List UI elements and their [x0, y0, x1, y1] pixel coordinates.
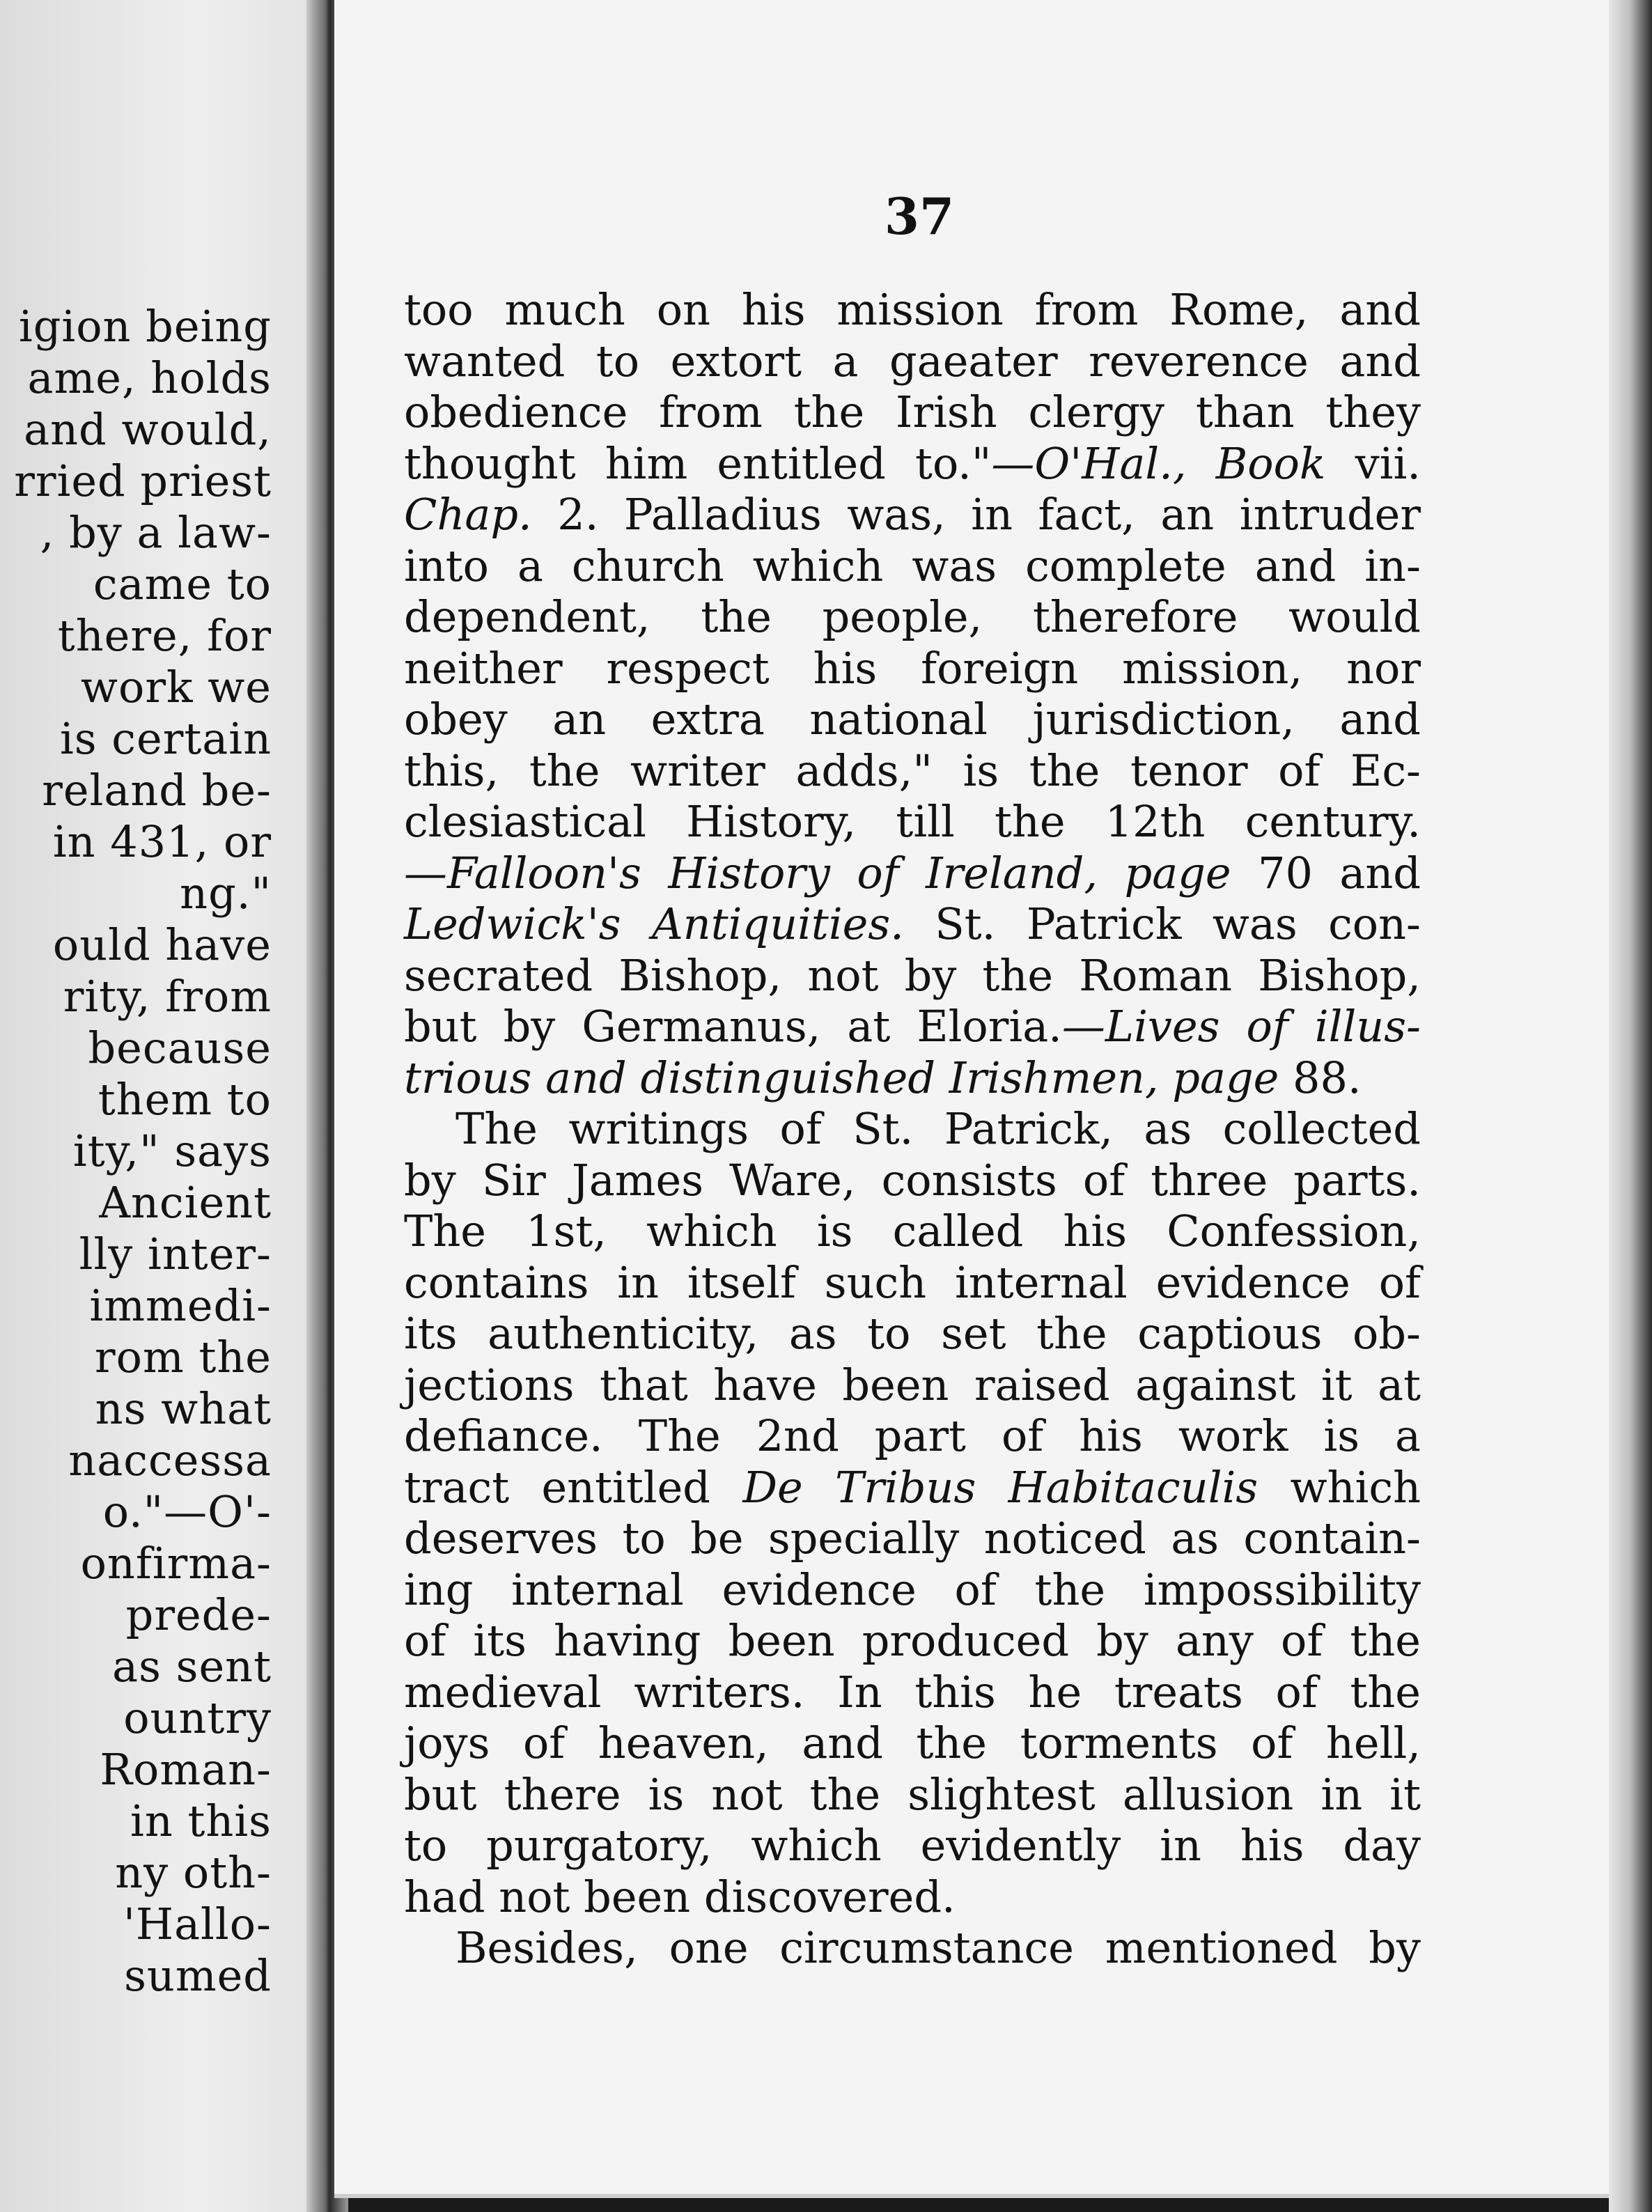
text-segment: thought him entitled to.": [404, 437, 992, 489]
text-line: [404, 1820, 1421, 1871]
text-line: [404, 1718, 1421, 1769]
text-segment: of its having been produced by any of the: [404, 1615, 1421, 1666]
text-line: [404, 1922, 1421, 1974]
text-line: [404, 1769, 1421, 1821]
left-page-text: [0, 301, 272, 2002]
left-page-line: is certain: [59, 713, 272, 764]
left-page-line: ountry: [123, 1692, 272, 1743]
left-page-line: lly inter-: [79, 1229, 272, 1279]
text-segment: deserves to be specially noticed as contain-: [404, 1513, 1421, 1564]
left-page-line: immedi-: [89, 1280, 272, 1331]
left-page: [0, 0, 327, 2212]
text-segment: by Sir James Ware, consists of three parts.: [404, 1154, 1421, 1206]
text-line: [404, 1462, 1421, 1513]
text-segment: but by Germanus, at Eloria.: [404, 1001, 1062, 1052]
left-page-line: naccessa: [68, 1435, 272, 1486]
text-segment: dependent, the people, therefore would: [404, 591, 1421, 642]
text-line: [404, 898, 1421, 950]
text-segment: St. Patrick was con-: [903, 898, 1421, 949]
text-segment: joys of heaven, and the torments of hell,: [404, 1718, 1421, 1768]
left-page-line: ng.": [180, 868, 272, 919]
italic-text: Chap.: [404, 489, 532, 540]
text-segment: 70 and: [1231, 847, 1421, 898]
text-line: [404, 591, 1421, 643]
text-segment: contains in itself such internal evidence of: [404, 1256, 1421, 1308]
italic-text: De Tribus Habitaculis: [742, 1461, 1259, 1513]
left-page-line: and would,: [24, 404, 272, 455]
text-line: [404, 1410, 1421, 1462]
text-line: [404, 694, 1421, 745]
text-line: [404, 1360, 1421, 1411]
left-page-line: reland be-: [42, 765, 272, 816]
text-segment: medieval writers. In this he treats of the: [404, 1666, 1421, 1718]
text-segment: 2. Palladius was, in fact, an intruder: [531, 489, 1421, 540]
text-segment: into a church which was complete and in-: [404, 540, 1421, 591]
text-line: [404, 643, 1421, 694]
text-segment: had not been discovered.: [404, 1871, 956, 1922]
text-segment: The 1st, which is called his Confession,: [404, 1206, 1421, 1256]
italic-text: Ledwick's Antiquities.: [404, 898, 904, 949]
text-segment: too much on his mission from Rome, and: [404, 284, 1421, 335]
text-segment: Besides, one circumstance mentioned by: [455, 1922, 1421, 1973]
left-page-line: ny oth-: [115, 1847, 272, 1898]
text-segment: which: [1258, 1461, 1421, 1513]
text-segment: The writings of St. Patrick, as collected: [455, 1103, 1421, 1154]
text-line: [404, 1052, 1421, 1104]
text-line: [404, 1564, 1421, 1616]
italic-text: —O'Hal., Book: [991, 437, 1326, 489]
text-line: [404, 1103, 1421, 1155]
text-segment: wanted to extort a gaeater reverence and: [404, 335, 1421, 387]
text-segment: this, the writer adds," is the tenor of Ec-: [404, 745, 1421, 796]
left-page-line: because: [88, 1022, 272, 1073]
text-line: [404, 489, 1421, 540]
text-segment: tract entitled: [404, 1461, 743, 1513]
text-line: [404, 848, 1421, 899]
text-segment: ing internal evidence of the impossibility: [404, 1564, 1421, 1615]
left-page-line: work we: [80, 662, 272, 712]
left-page-line: onfirma-: [80, 1538, 272, 1589]
text-line: [404, 1257, 1421, 1309]
left-page-line: rried priest: [14, 455, 272, 506]
text-line: [404, 438, 1421, 490]
text-line: [404, 1871, 1421, 1923]
text-line: [404, 1308, 1421, 1360]
left-page-line: 'Hallo-: [123, 1899, 272, 1949]
page-edge: [1609, 0, 1652, 2212]
text-line: [404, 1615, 1421, 1667]
italic-text: —Falloon's History of Ireland, page: [404, 847, 1231, 898]
left-page-line: Ancient: [99, 1177, 272, 1228]
left-page-line: in this: [130, 1796, 272, 1846]
text-line: [404, 1513, 1421, 1564]
left-page-line: , by a law-: [40, 507, 272, 558]
left-page-line: sumed: [124, 1950, 272, 2001]
right-page: [334, 0, 1609, 2198]
text-line: [404, 796, 1421, 848]
left-page-line: prede-: [125, 1589, 272, 1640]
text-segment: secrated Bishop, not by the Roman Bishop,: [404, 949, 1421, 1001]
left-page-line: in 431, or: [52, 816, 272, 867]
text-segment: defiance. The 2nd part of his work is a: [404, 1410, 1421, 1461]
text-line: [404, 1667, 1421, 1718]
text-segment: but there is not the slightest allusion in it: [404, 1768, 1421, 1820]
page-number: 37: [884, 187, 955, 246]
text-segment: clesiastical History, till the 12th century.: [404, 796, 1421, 847]
body-text: [404, 284, 1421, 1974]
text-line: [404, 1206, 1421, 1257]
left-page-line: rom the: [94, 1332, 272, 1382]
text-segment: jections that have been raised against it at: [404, 1359, 1421, 1410]
left-page-line: rity, from: [63, 971, 272, 1022]
left-page-line: ould have: [52, 919, 272, 970]
left-page-line: ity," says: [72, 1126, 272, 1176]
text-segment: neither respect his foreign mission, nor: [404, 642, 1421, 694]
text-segment: vii.: [1325, 437, 1421, 489]
left-page-line: Roman-: [100, 1744, 272, 1795]
left-page-line: o."—O'-: [102, 1486, 272, 1537]
text-segment: to purgatory, which evidently in his day: [404, 1820, 1421, 1871]
text-segment: 88.: [1279, 1052, 1362, 1103]
italic-text: —Lives of illus-: [1061, 1001, 1421, 1052]
text-line: [404, 950, 1421, 1002]
left-page-line: ns what: [95, 1383, 272, 1434]
text-segment: obey an extra national jurisdiction, and: [404, 694, 1421, 745]
text-segment: obedience from the Irish clergy than they: [404, 387, 1421, 437]
italic-text: trious and distinguished Irishmen, page: [404, 1052, 1279, 1103]
left-page-line: igion being: [18, 301, 272, 352]
text-segment: its authenticity, as to set the captious ob-: [404, 1308, 1421, 1359]
left-page-line: as sent: [112, 1641, 272, 1692]
text-line: [404, 284, 1421, 336]
left-page-line: there, for: [57, 610, 272, 661]
text-line: [404, 1155, 1421, 1206]
text-line: [404, 540, 1421, 592]
text-line: [404, 387, 1421, 438]
text-line: [404, 1001, 1421, 1052]
left-page-line: ame, holds: [27, 352, 272, 403]
left-page-line: them to: [98, 1074, 272, 1125]
left-page-line: came to: [93, 559, 272, 609]
text-line: [404, 336, 1421, 387]
text-line: [404, 745, 1421, 797]
